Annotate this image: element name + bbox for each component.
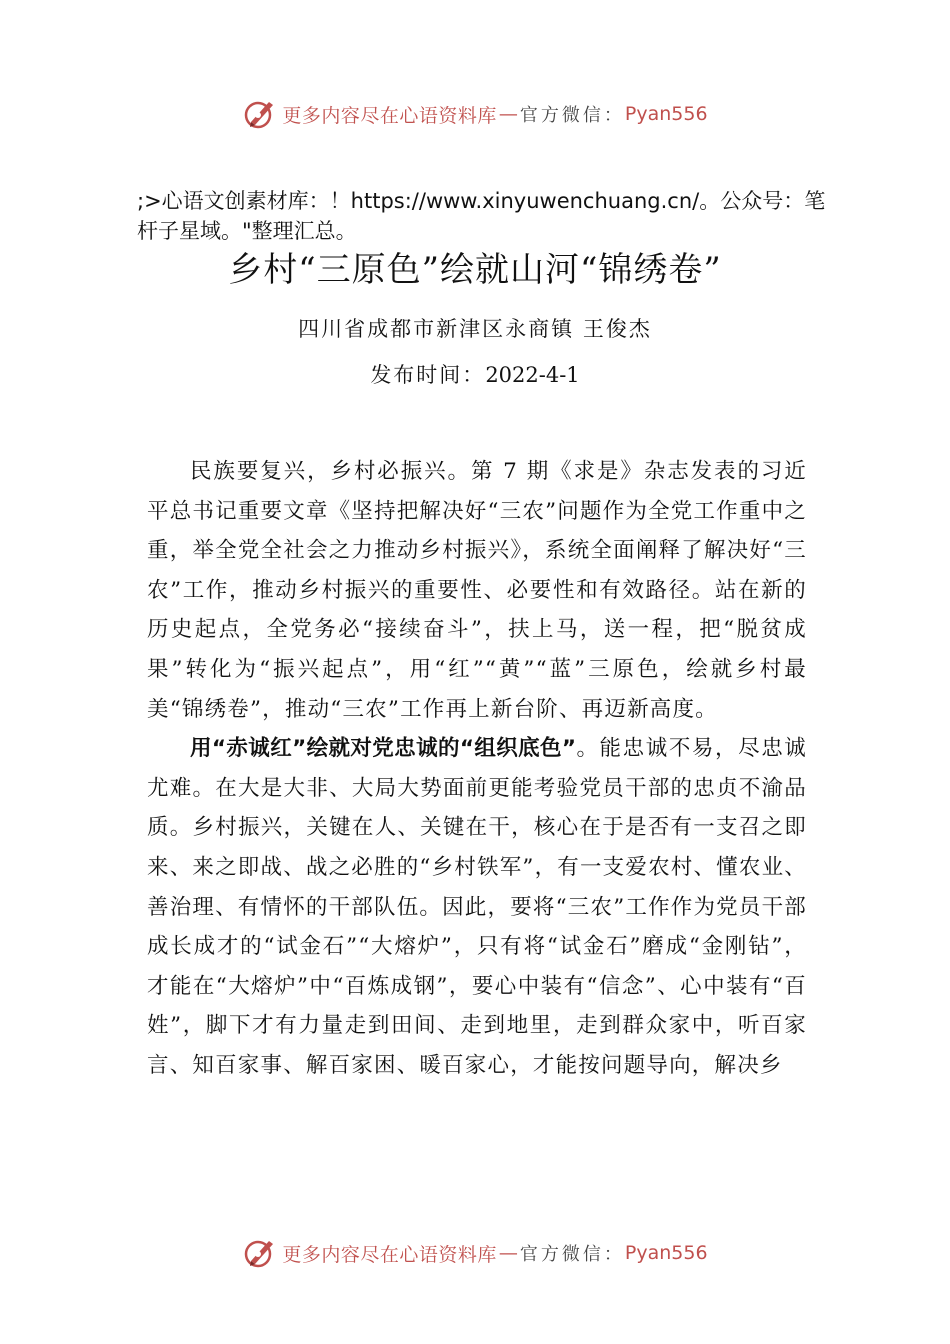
publish-date: 2022-4-1 <box>485 363 580 387</box>
watermark-footer <box>0 1233 950 1273</box>
source-note: ;>心语文创素材库：！https://www.xinyuwenchuang.cn/。公众号：笔杆子星域。"整理汇总。 <box>137 189 826 243</box>
watermark-brand: 更多内容尽在心语资料库 <box>282 104 497 127</box>
pen-logo-icon <box>242 96 278 132</box>
paragraph-2 <box>147 729 807 1085</box>
watermark-label: 官方微信： <box>519 1244 625 1265</box>
watermark-header <box>0 94 950 134</box>
watermark-wechat-id: Pyan556 <box>624 1242 708 1264</box>
publish-info <box>0 358 950 392</box>
watermark-dash: — <box>498 1242 518 1264</box>
watermark-brand: 更多内容尽在心语资料库 <box>282 1243 497 1266</box>
publish-label: 发布时间： <box>370 363 486 387</box>
paragraph-2-heading: 用“赤诚红”绘就对党忠诚的“组织底色” <box>190 736 577 762</box>
watermark-dash: — <box>498 103 518 125</box>
paragraph-2-text: 。能忠诚不易，尽忠诚尤难。在大是大非、大局大势面前更能考验党员干部的忠贞不渝品质。乡村振兴，关键在人、关键在干，核心在于是否有一支召之即来、来之即战、战之必胜的“乡村铁军”，有一支爱农村、懂农业、善治理、有情怀的干部队伍。因此，要将“三农”工作作为党员干部成长成才的“试金石”“大熔炉”，只有将“试金石”磨成“金刚钻”，才能在“大熔炉”中“百炼成钢”，要心中装有“信念”、心中装有“百姓”，脚下才有力量走到田间、走到地里，走到群众家中，听百家言、知百家事、解百家困、暖百家心，才能按问题导向，解决乡 <box>147 736 807 1078</box>
pen-logo-icon <box>242 1235 278 1271</box>
article-title: 乡村“三原色”绘就山河“锦绣卷” <box>228 250 722 290</box>
paragraph-1: 民族要复兴，乡村必振兴。第 7 期《求是》杂志发表的习近平总书记重要文章《坚持把解决好“三农”问题作为全党工作重中之重，举全党全社会之力推动乡村振兴》，系统全面阐释了解决好“三农”工作，推动乡村振兴的重要性、必要性和有效路径。站在新的历史起点，全党务必“接续奋斗”，扶上马，送一程，把“脱贫成果”转化为“振兴起点”，用“红”“黄”“蓝”三原色，绘就乡村最美“锦绣卷”，推动“三农”工作再上新台阶、再迈新高度。 <box>147 459 807 722</box>
watermark-label: 官方微信： <box>519 105 625 126</box>
watermark-wechat-id: Pyan556 <box>624 103 708 125</box>
article-author: 四川省成都市新津区永商镇 王俊杰 <box>298 317 652 341</box>
article-body <box>147 452 807 1086</box>
